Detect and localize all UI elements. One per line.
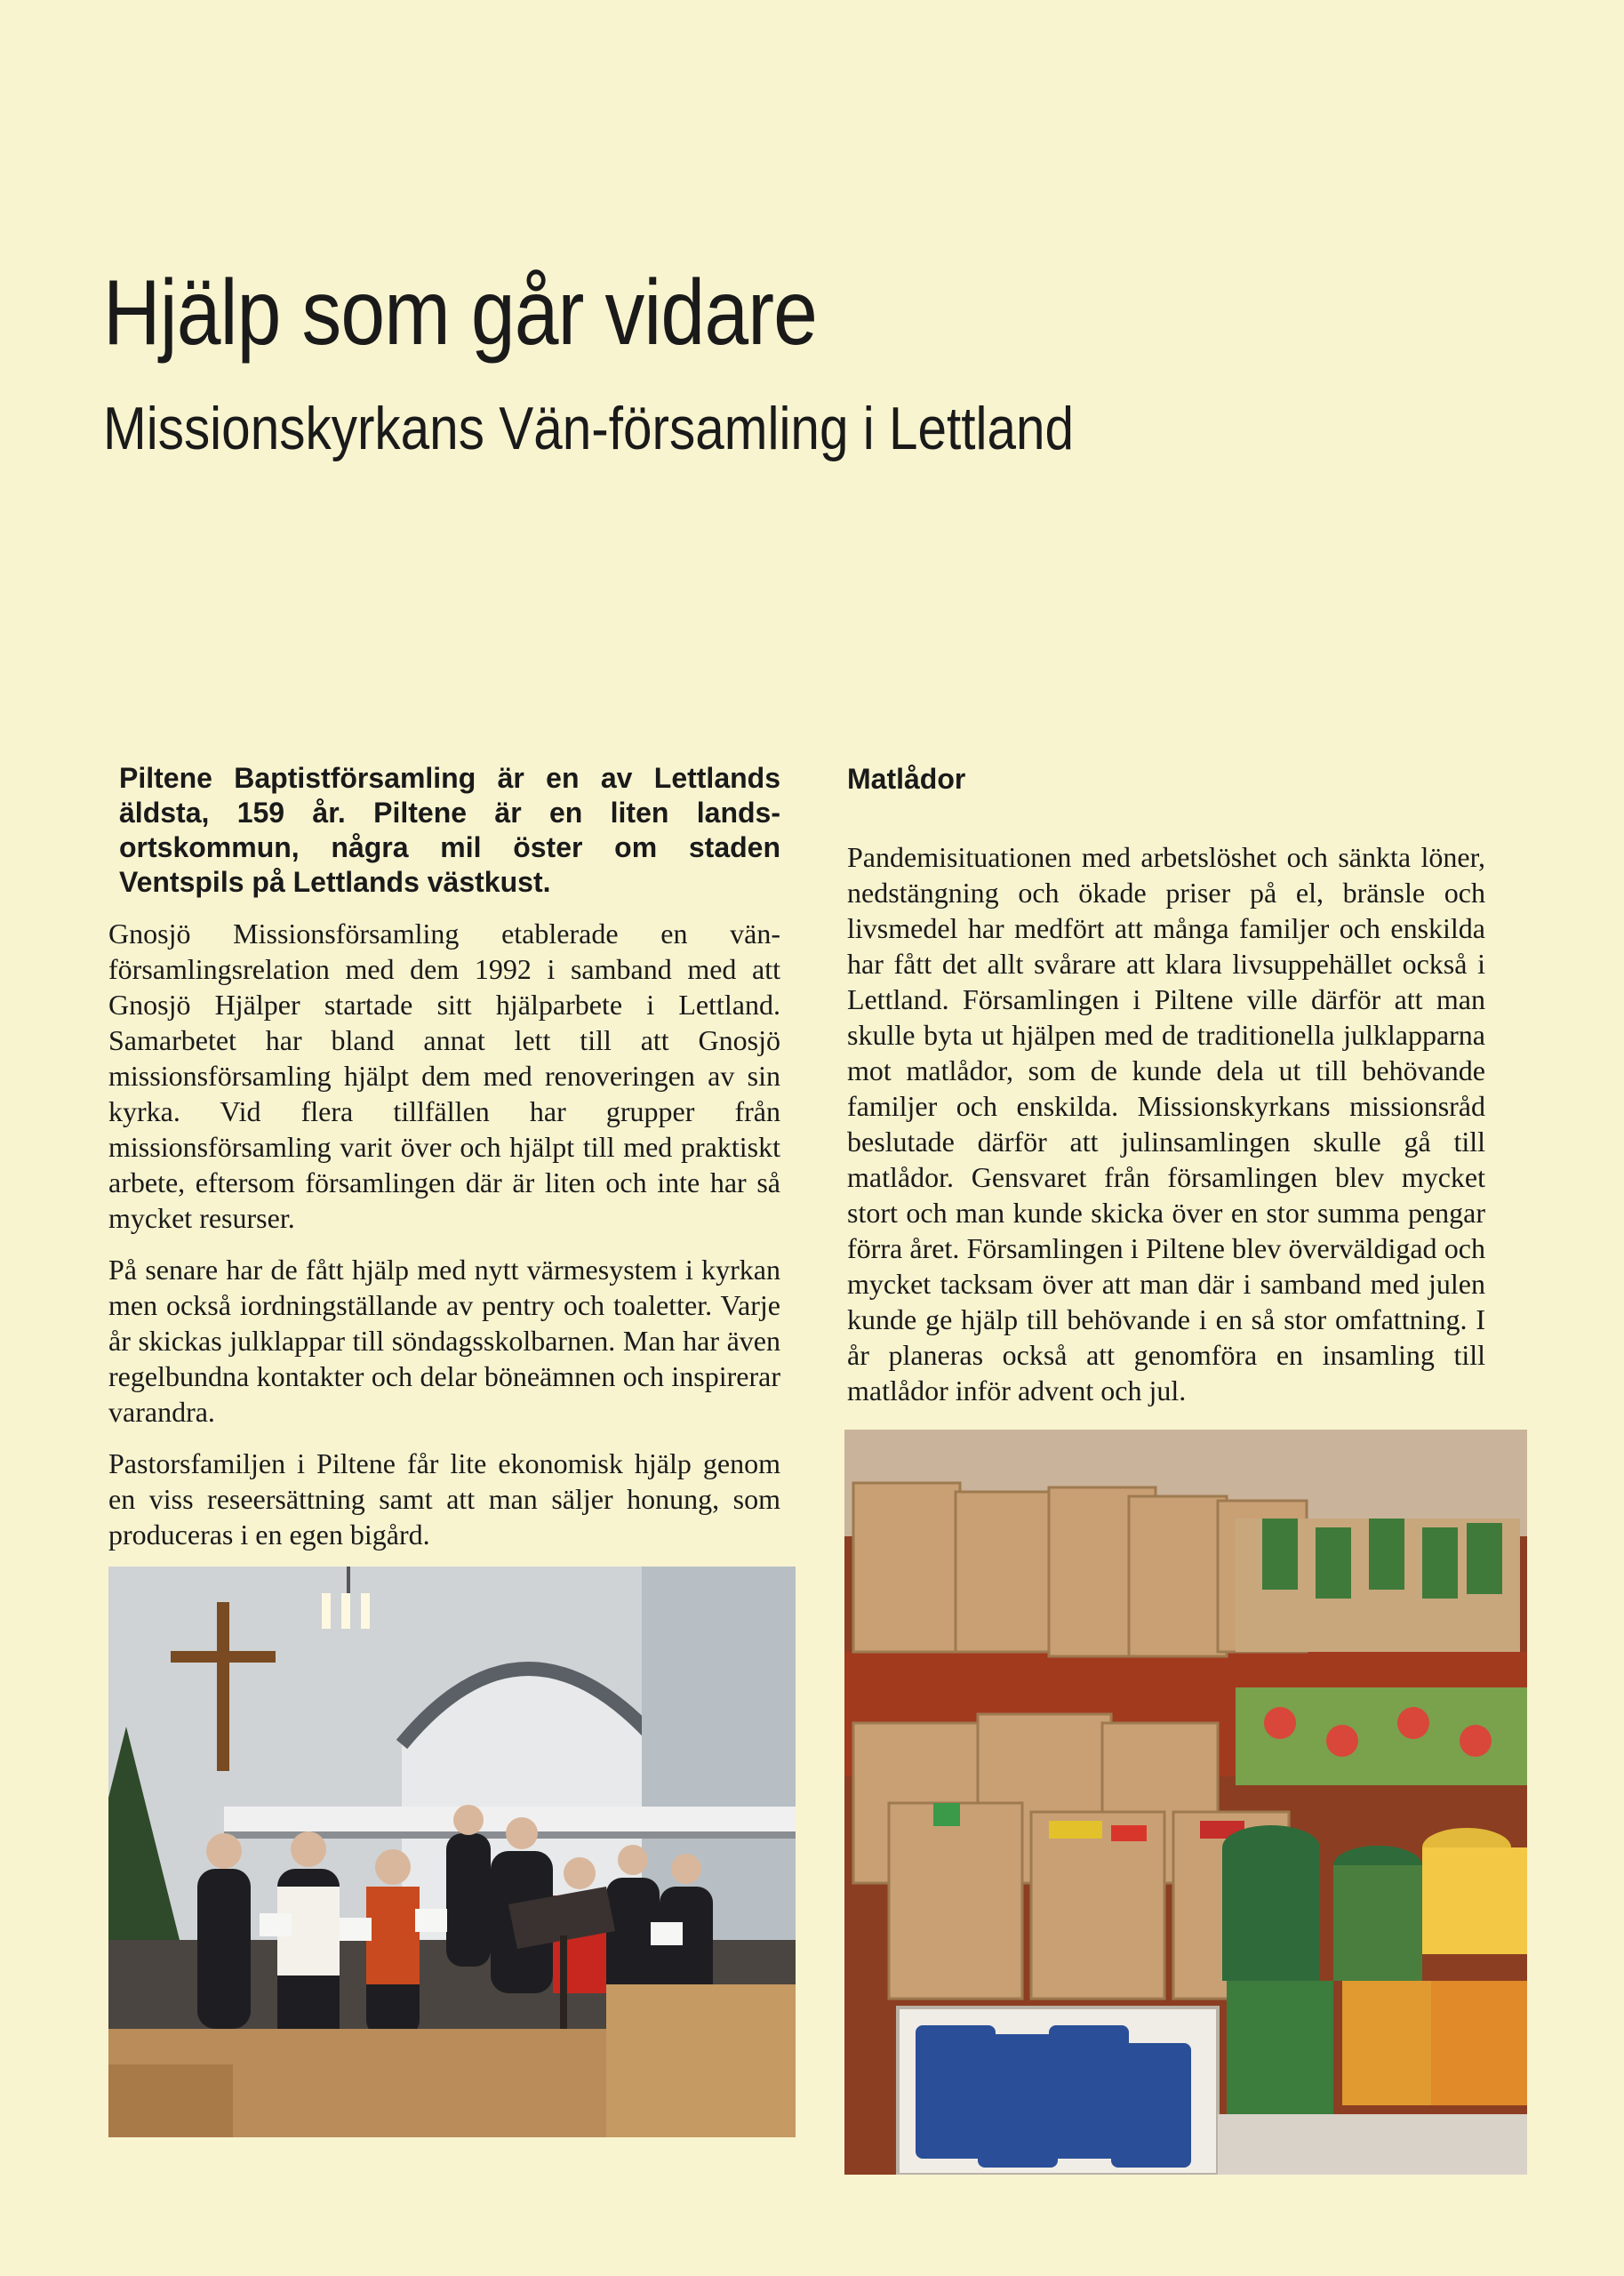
page-title: Hjälp som går vidare [103,261,818,365]
body-paragraph: Pastorsfamiljen i Piltene får lite ekonomisk hjälp genom en viss reseersättning samt att man säljer honung, som produceras i en egen bigård. [108,1447,780,1551]
section-heading: Matlådor [847,763,966,795]
food-boxes-photo [844,1430,1527,2175]
right-column [847,761,1485,1424]
page-subtitle: Missionskyrkans Vän-församling i Lettland [103,395,1075,462]
body-paragraph: Gnosjö Missionsförsamling etablerade en vänförsamlingsrelation med dem 1992 i samband med att Gnosjö Hjälper startade sitt hjälparbete i Lettland. Samarbetet har bland annat lett till att Gnosjö missionsförsamling hjälpt dem med renoveringen av sin kyrka. Vid flera tillfällen har grupper från missionsförsamling varit över och hjälpt till med praktiskt arbete, eftersom församlingen där är liten och inte har så mycket resurser. [108,918,780,1234]
body-paragraph: Pandemisituationen med arbetslöshet och sänkta löner, nedstängning och ökade priser på el, bränsle och livsmedel har medfört att många familjer och enskilda har fått det allt svårare att klara livsuppehället också i Lettland. Församlingen i Piltene ville därför att man skulle byta ut hjälpen med de traditionella julklapparna mot matlådor, som de kunde dela ut till behövande familjer och enskilda. Missionskyrkans missionsråd beslutade därför att julinsamlingen skulle gå till matlådor. Gensvaret från församlingen blev mycket stort och man kunde skicka över en stor summa pengar förra året. Församlingen i Piltene blev överväldigad och mycket tacksam över att man där i samband med julen kunde ge hjälp till behövande i en så stor omfattning. I år planeras också att genomföra en insamling till matlådor inför advent och jul. [847,841,1485,1406]
left-column [108,761,780,1568]
lead-paragraph: Piltene Baptistförsamling är en av Lettlands äldsta, 159 år. Piltene är en liten landsortskommun, några mil öster om staden Ventspils på Lettlands västkust. [119,762,780,898]
church-choir-photo [108,1567,796,2137]
body-paragraph: På senare har de fått hjälp med nytt värmesystem i kyrkan men också iordningställande av pentry och toaletter. Varje år skickas julklappar till söndagsskolbarnen. Man har även regelbundna kontakter och delar böneämnen och inspirerar varandra. [108,1254,780,1428]
